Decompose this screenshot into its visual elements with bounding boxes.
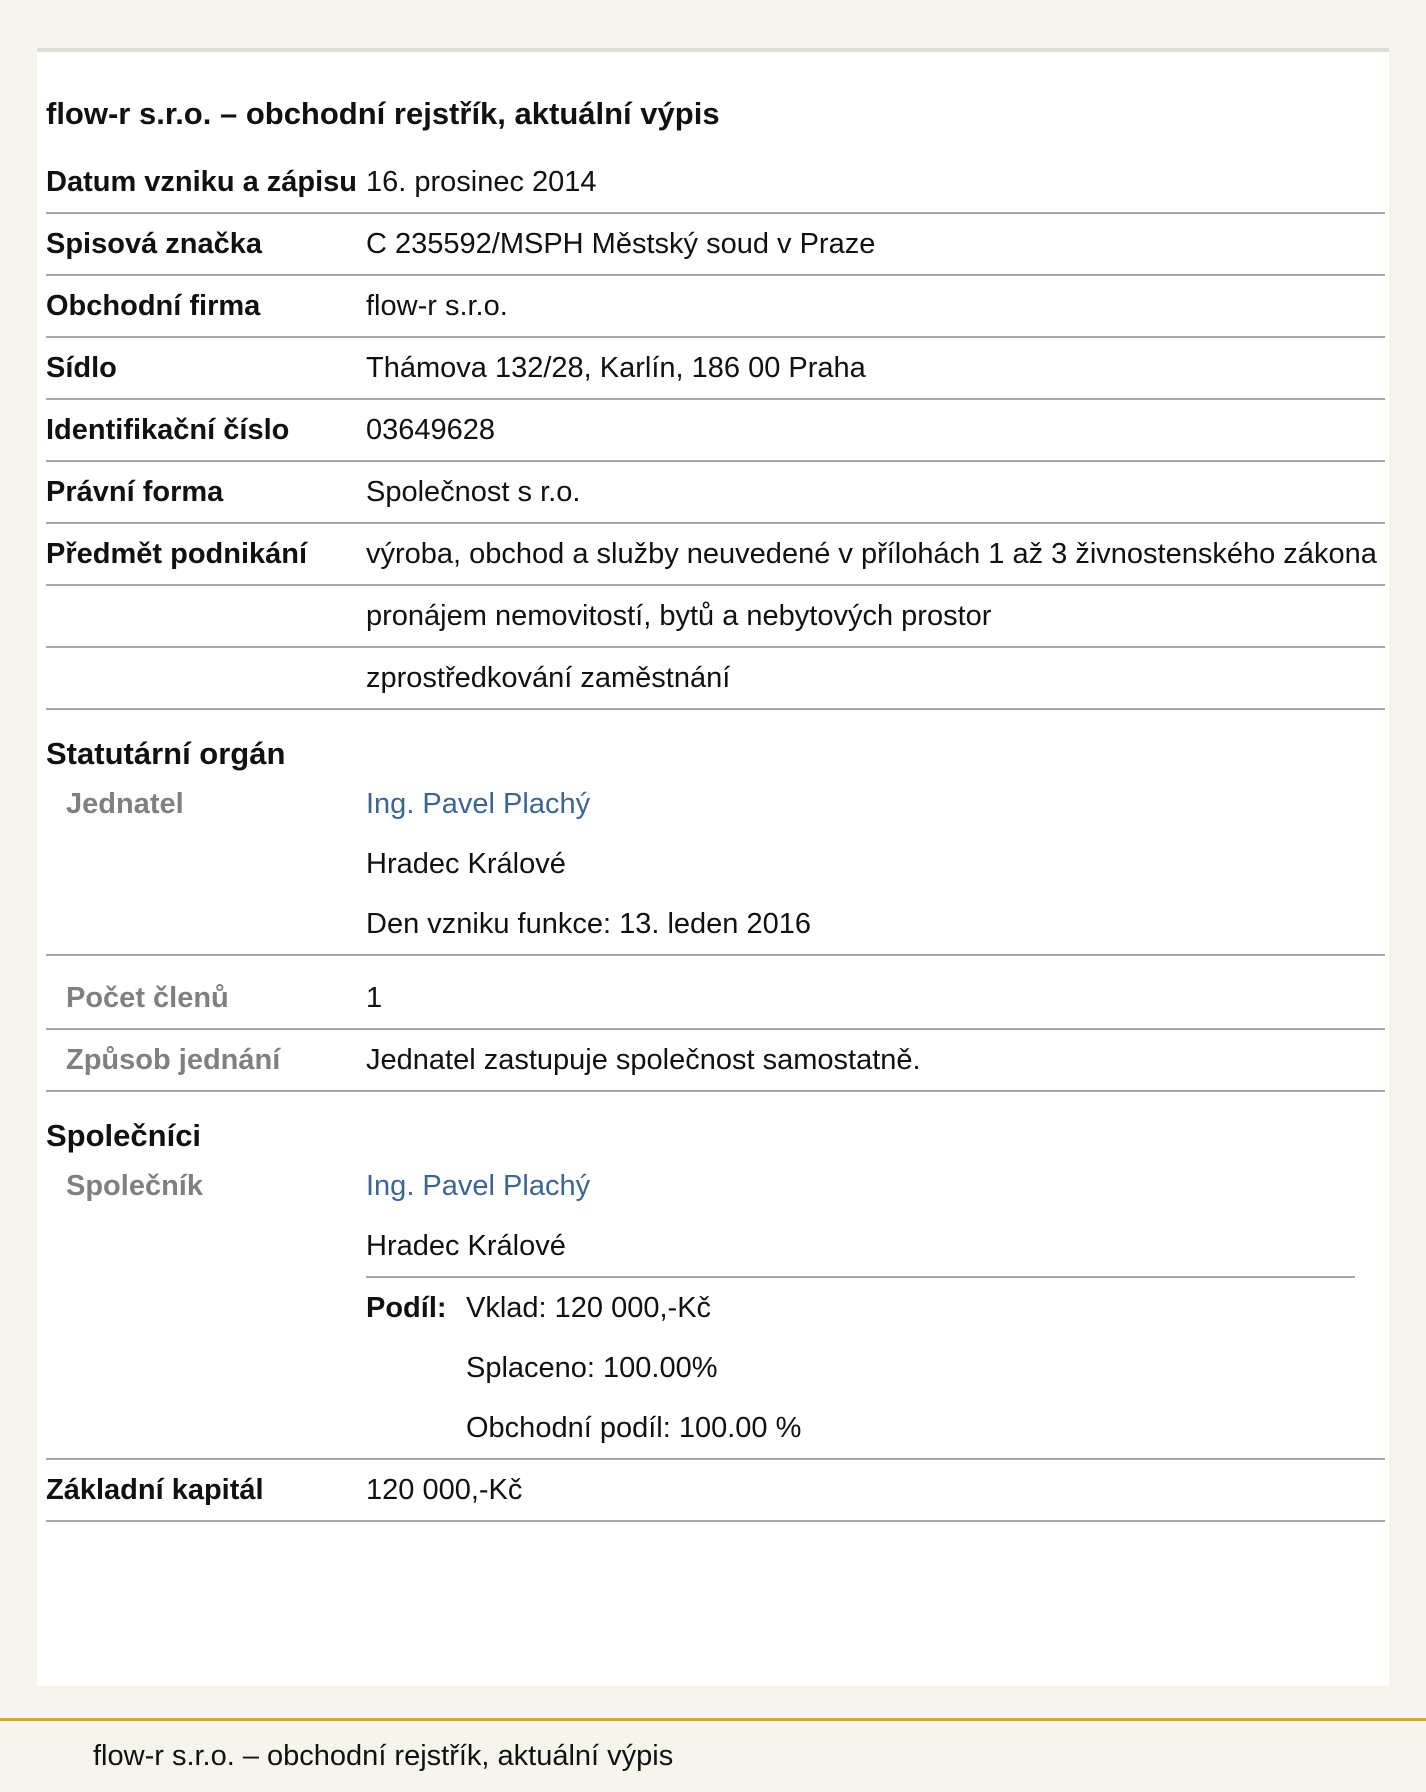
row-label: Společník xyxy=(66,1170,203,1202)
row-value: zprostředkování zaměstnání xyxy=(366,662,731,694)
row-pocet-clenu xyxy=(46,956,1385,1030)
row-jednatel xyxy=(46,774,1385,956)
row-zpusob-jednani xyxy=(46,1030,1385,1092)
section-heading-spolecnici: Společníci xyxy=(46,1118,202,1153)
row-value: flow-r s.r.o. xyxy=(366,290,508,322)
registry-panel xyxy=(37,48,1389,1686)
row-label: Spisová značka xyxy=(46,228,262,260)
row-value: výroba, obchod a služby neuvedené v přílohách 1 až 3 živnostenského zákona xyxy=(366,538,1377,570)
share-details xyxy=(466,1278,801,1458)
jednatel-since: Den vzniku funkce: 13. leden 2016 xyxy=(366,908,811,940)
jednatel-name-link[interactable]: Ing. Pavel Plachý xyxy=(366,788,591,820)
share-block xyxy=(366,1276,1355,1458)
row-label: Způsob jednání xyxy=(66,1044,281,1076)
row-value: pronájem nemovitostí, bytů a nebytových prostor xyxy=(366,600,992,632)
row-label: Datum vzniku a zápisu xyxy=(46,166,358,198)
row-value: 03649628 xyxy=(366,414,496,446)
row-predmet-podnikani-2 xyxy=(46,586,1385,648)
row-value xyxy=(366,1156,1385,1458)
row-identifikacni-cislo xyxy=(46,400,1385,462)
row-value: 1 xyxy=(366,982,383,1014)
row-pravni-forma xyxy=(46,462,1385,524)
row-label-empty xyxy=(46,586,366,646)
jednatel-city: Hradec Králové xyxy=(366,848,566,880)
row-label: Sídlo xyxy=(46,352,117,384)
row-obchodni-firma xyxy=(46,276,1385,338)
row-datum-vzniku xyxy=(46,152,1385,214)
row-spisova-znacka xyxy=(46,214,1385,276)
footer-divider xyxy=(0,1718,1426,1721)
share-vklad: Vklad: 120 000,-Kč xyxy=(466,1292,712,1324)
row-value: 120 000,-Kč xyxy=(366,1474,523,1506)
row-value: Jednatel zastupuje společnost samostatně. xyxy=(366,1044,921,1076)
row-value xyxy=(366,774,1385,954)
row-label: Obchodní firma xyxy=(46,290,261,322)
share-obchodni-podil: Obchodní podíl: 100.00 % xyxy=(466,1412,802,1444)
row-label: Předmět podnikání xyxy=(46,538,308,570)
row-value: Společnost s r.o. xyxy=(366,476,581,508)
row-zakladni-kapital xyxy=(46,1460,1385,1522)
row-sidlo xyxy=(46,338,1385,400)
row-label: Identifikační číslo xyxy=(46,414,290,446)
row-label: Počet členů xyxy=(66,982,229,1014)
row-predmet-podnikani-3 xyxy=(46,648,1385,710)
spolecnik-city: Hradec Králové xyxy=(366,1230,566,1262)
row-spolecnik xyxy=(46,1156,1385,1460)
share-splaceno: Splaceno: 100.00% xyxy=(466,1352,718,1384)
spolecnik-name-link[interactable]: Ing. Pavel Plachý xyxy=(366,1170,591,1202)
row-label: Základní kapitál xyxy=(46,1474,264,1506)
row-label-empty xyxy=(46,648,366,708)
row-value: 16. prosinec 2014 xyxy=(366,166,597,198)
row-label: Jednatel xyxy=(66,788,184,820)
row-value: Thámova 132/28, Karlín, 186 00 Praha xyxy=(366,352,866,384)
section-heading-statutarni: Statutární orgán xyxy=(46,736,286,771)
row-predmet-podnikani xyxy=(46,524,1385,586)
share-label: Podíl: xyxy=(366,1292,447,1324)
page-title: flow-r s.r.o. – obchodní rejstřík, aktuální výpis xyxy=(46,96,720,131)
row-value: C 235592/MSPH Městský soud v Praze xyxy=(366,228,876,260)
registry-content xyxy=(46,96,1385,1522)
footer-title: flow-r s.r.o. – obchodní rejstřík, aktuální výpis xyxy=(93,1740,674,1772)
row-label: Právní forma xyxy=(46,476,224,508)
